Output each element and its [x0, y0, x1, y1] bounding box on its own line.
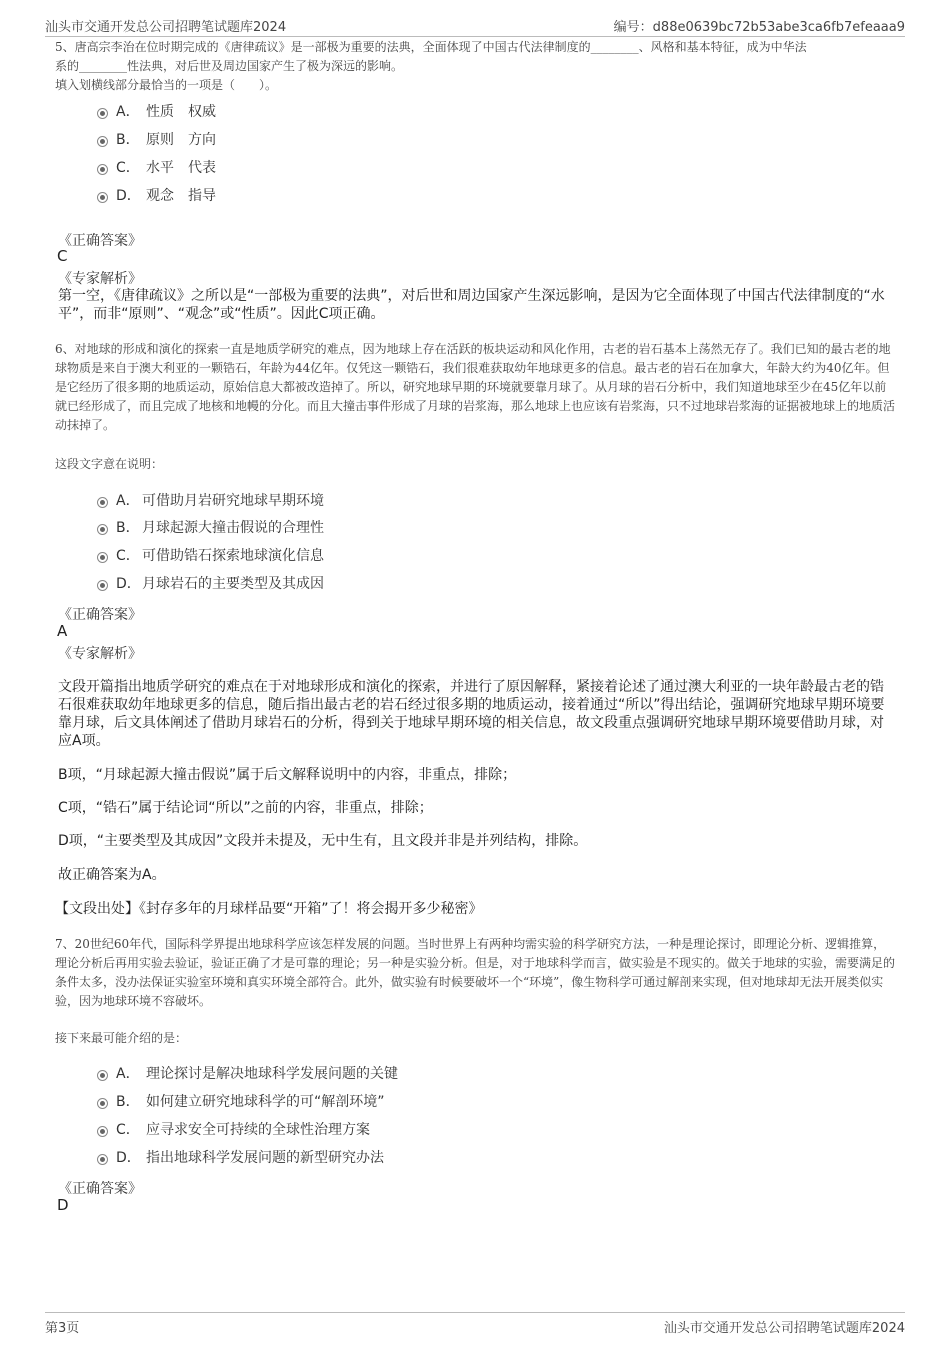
q6-analysis-main: 文段开篇指出地质学研究的难点在于对地球形成和演化的探索，并进行了原因解释，紧接着论述了通过澳大利亚的一块年龄最古老的锆石很难获取幼年地球更多的信息，随后指出最古老的岩石经过很多期的地质运动，接着通过“所以”得出结论，强调研究地球早期环境要靠月球，后文具体阐述了借助月球岩石的分析，得到关于地球早期环境的相关信息，故文段重点强调研究地球早期环境要借助月球，对应A项。 [58, 679, 885, 749]
q6-analysis-d: D项，“主要类型及其成因”文段并未提及，无中生有，且文段并非是并列结构，排除。 [58, 833, 588, 849]
option-text: 性质 权威 [146, 104, 216, 120]
option-text: 指出地球科学发展问题的新型研究办法 [146, 1150, 384, 1166]
option-text: 理论探讨是解决地球科学发展问题的关键 [146, 1066, 398, 1082]
option-letter: C． [116, 1122, 140, 1138]
footer-title: 汕头市交通开发总公司招聘笔试题库2024 [663, 1321, 905, 1336]
q5-line1: 5、唐高宗李治在位时期完成的《唐律疏议》是一部极为重要的法典，全面体现了中国古代法律制度的________、风格和基本特征，成为中华法 [55, 40, 807, 54]
q5-option-d[interactable] [97, 184, 216, 206]
radio-icon[interactable] [97, 136, 108, 147]
option-letter: B． [116, 520, 140, 536]
q7-stem: 7、20世纪60年代，国际科学界提出地球科学应该怎样发展的问题。当时世界上有两种均需实验的科学研究方法，一种是理论探讨，即理论分析、逻辑推算，理论分析后再用实验去验证，验证正确了才是可靠的理论；另一种是实验分析。但是，对于地球科学而言，做实验是不现实的。做关于地球的实验，需要满足的条件太多，没办法保证实验室环境和真实环境全部符合。此外，做实验有时候要破坏一个“环境”，像生物科学可通过解剖来实现，但对地球却无法开展类似实验，因为地球环境不容破坏。 [55, 937, 896, 1008]
footer-page-number: 第3页 [45, 1321, 80, 1336]
option-text: 观念 指导 [146, 188, 216, 204]
q5-option-a[interactable] [97, 100, 216, 122]
q6-answer-label: 《正确答案》 [58, 607, 142, 623]
radio-icon[interactable] [97, 164, 108, 175]
q6-analysis-end: 故正确答案为A。 [58, 867, 166, 883]
radio-icon[interactable] [97, 1098, 108, 1109]
option-text: 可借助月岩研究地球早期环境 [142, 493, 324, 509]
q5-analysis: 第一空，《唐律疏议》之所以是“一部极为重要的法典”，对后世和周边国家产生深远影响，是因为它全面体现了中国古代法律制度的“水平”，而非“原则”、“观念”或“性质”。因此C项正确。 [58, 288, 885, 322]
q6-analysis-label: 《专家解析》 [58, 646, 142, 662]
q5-answer: C [57, 247, 68, 265]
radio-icon[interactable] [97, 1154, 108, 1165]
q6-option-b[interactable] [97, 516, 324, 538]
option-letter: D． [116, 576, 141, 592]
option-letter: A． [116, 1066, 140, 1082]
radio-icon[interactable] [97, 192, 108, 203]
option-text: 如何建立研究地球科学的可“解剖环境” [146, 1094, 385, 1110]
option-text: 原则 方向 [146, 132, 216, 148]
q7-option-d[interactable] [97, 1146, 384, 1168]
q5-line2: 系的________性法典，对后世及周边国家产生了极为深远的影响。 [55, 59, 404, 73]
option-letter: B． [116, 1094, 140, 1110]
option-letter: C． [116, 548, 140, 564]
option-letter: A． [116, 104, 140, 120]
page-footer [45, 1312, 905, 1335]
option-letter: B． [116, 132, 140, 148]
q6-analysis-c: C项，“锆石”属于结论词“所以”之前的内容，非重点，排除； [58, 800, 433, 816]
q6-source: 【文段出处】《封存多年的月球样品要“开箱”了！将会揭开多少秘密》 [55, 901, 483, 917]
q6-stem: 6、对地球的形成和演化的探索一直是地质学研究的难点，因为地球上存在活跃的板块运动和风化作用，古老的岩石基本上荡然无存了。我们已知的最古老的地球物质是来自于澳大利亚的一颗锆石，年龄为44亿年。仅凭这一颗锆石，我们很难获取幼年地球更多的信息。最古老的岩石在加拿大，年龄大约为40亿年。但是它经历了很多期的地质运动，原始信息大都被改造掉了。所以，研究地球早期的环境就要靠月球了。从月球的岩石分析中，我们知道地球至少在45亿年以前就已经形成了，而且完成了地核和地幔的分化。而且大撞击事件形成了月球的岩浆海，那么地球上也应该有岩浆海，只不过地球岩浆海的证据被地球上的地质活动抹掉了。 [55, 342, 896, 432]
option-text: 月球岩石的主要类型及其成因 [142, 576, 324, 592]
q5-analysis-label: 《专家解析》 [58, 271, 142, 287]
q5-stem [55, 38, 895, 95]
option-text: 应寻求安全可持续的全球性治理方案 [146, 1122, 370, 1138]
q5-option-c[interactable] [97, 156, 216, 178]
option-letter: C． [116, 160, 140, 176]
q5-answer-label: 《正确答案》 [58, 233, 142, 249]
q7-answer-label: 《正确答案》 [58, 1181, 142, 1197]
radio-icon[interactable] [97, 1126, 108, 1137]
option-text: 水平 代表 [146, 160, 216, 176]
q6-prompt: 这段文字意在说明： [55, 457, 164, 471]
q5-prompt: 填入划横线部分最恰当的一项是（ ）。 [55, 78, 278, 92]
q6-analysis-b: B项，“月球起源大撞击假说”属于后文解释说明中的内容，非重点，排除； [58, 767, 517, 783]
radio-icon[interactable] [97, 108, 108, 119]
q7-answer: D [57, 1196, 69, 1214]
option-text: 月球起源大撞击假说的合理性 [142, 520, 324, 536]
q6-option-c[interactable] [97, 544, 324, 566]
radio-icon[interactable] [97, 552, 108, 563]
radio-icon[interactable] [97, 524, 108, 535]
q5-option-b[interactable] [97, 128, 216, 150]
header-code: 编号：d88e0639bc72b53abe3ca6fb7efeaaa9 [613, 20, 905, 35]
option-letter: D． [116, 1150, 141, 1166]
q6-option-a[interactable] [97, 489, 324, 511]
q7-option-a[interactable] [97, 1062, 398, 1084]
q7-prompt: 接下来最可能介绍的是： [55, 1031, 188, 1045]
q6-answer: A [57, 622, 68, 640]
option-letter: A． [116, 493, 140, 509]
radio-icon[interactable] [97, 1070, 108, 1081]
q6-option-d[interactable] [97, 572, 324, 594]
radio-icon[interactable] [97, 580, 108, 591]
q7-option-b[interactable] [97, 1090, 385, 1112]
radio-icon[interactable] [97, 497, 108, 508]
option-text: 可借助锆石探索地球演化信息 [142, 548, 324, 564]
option-letter: D． [116, 188, 141, 204]
header-title: 汕头市交通开发总公司招聘笔试题库2024 [45, 20, 287, 35]
q7-option-c[interactable] [97, 1118, 370, 1140]
page-header [45, 14, 905, 37]
